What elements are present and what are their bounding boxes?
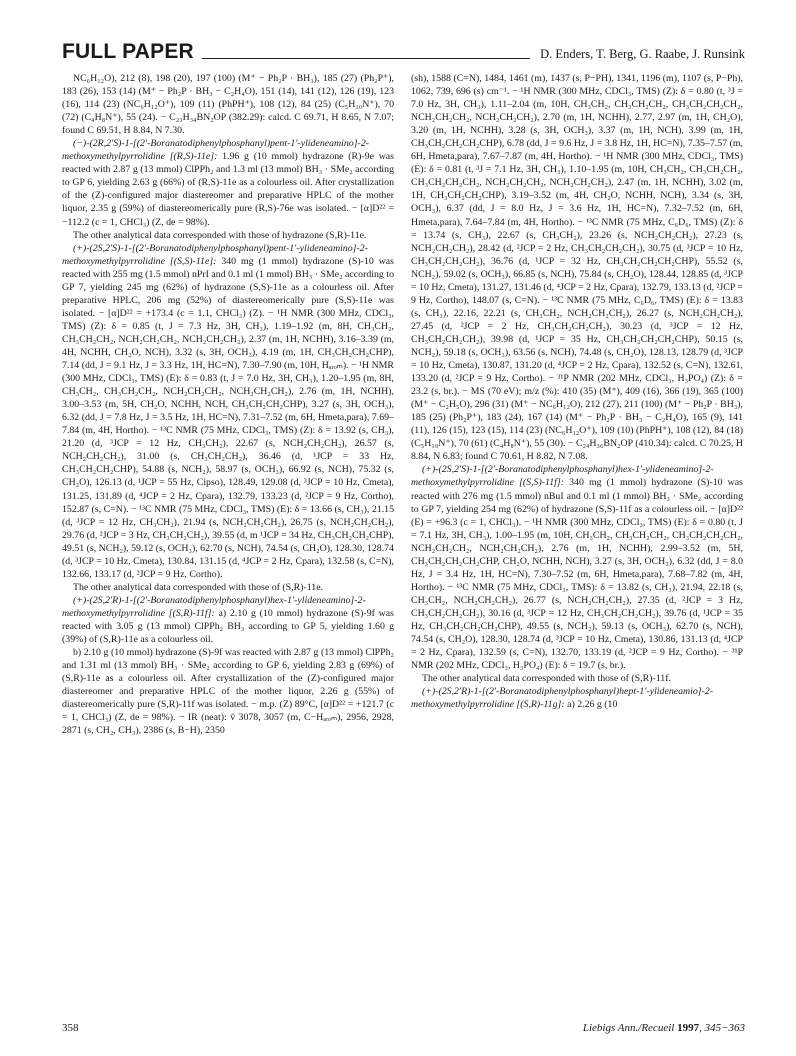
- paragraph-text: (sh), 1588 (C=N), 1484, 1461 (m), 1437 (s, P−PH), 1341, 1196 (m), 1107 (s, P−Ph), 1062, 739, 696 (s) cm⁻¹. − ¹H NMR (300 MHz, CDCl₃, TMS) (Z): δ = 0.80 (t, ³J = 7.0 Hz, 3H, CH₃), 1.11–2.04 (m, 10H, CH₃CH₂, CH₃CH₂CH₂, CH₃CH₂CH₂CH₂, NCH₂CH₂CH₂, NCH₂CH₂CH₂), 2.70 (m, 1H, NCHH), 2.77, 2.97 (m, 1H, CH₂O), 3.20 (m, 1H, NCHH), 3.28 (s, 3H, OCH₃), 3.37 (m, 1H, NCH), 3.99 (m, 1H, CH₃CH₂CH₂CH₂CHP), 6.78 (dd, J = 9.6 Hz, J = 3.8 Hz, 1H, HC=N), 7.35–7.57 (m, 6H, Hmeta,para), 7.67–7.87 (m, 4H, Hortho). − ¹H NMR (300 MHz, CDCl₃, TMS) (E): δ = 0.81 (t, ³J = 7.1 Hz, 3H, CH₃), 1.10–1.95 (m, 10H, CH₃CH₂, CH₃CH₂CH₂, CH₃CH₂CH₂CH₂, NCH₂CH₂CH₂, NCH₂CH₂CH₂), 2.47 (m, 1H, NCHH), 3.02 (m, 1H, CH₃CH₂CH₂CHP), 3.19–3.52 (m, 4H, CH₂O, NCHH, NCH), 3.34 (s, 3H, OCH₃), 6.37 (dd, J = 8.0 Hz, J = 3.6 Hz, 1H, HC=N), 7.32–7.52 (m, 6H, Hmeta,para), 7.64–7.84 (m, 4H, Hortho). − ¹³C NMR (75 MHz, C₆D₆, TMS) (Z): δ = 13.74 (s, CH₃), 22.67 (s, CH₃CH₂), 23.26 (s, NCH₂CH₂CH₂), 27.23 (s, NCH₂CH₂CH₂), 28.42 (d, ²JCP = 2 Hz, CH₃CH₂CH₂CH₂), 30.75 (d, ³JCP = 10 Hz, CH₃CH₂CH₂CH₂), 36.76 (d, ¹JCP = 32 Hz, CH₃CH₂CH₂CH₂CHP), 55.52 (s, NCH₂), 59.02 (s, OCH₃), 66.85 (s, NCH), 75.84 (s, CH₂O), 128.44, 128.85 (d, ³JCP = 10 Hz, Cmeta), 131.27, 131.46 (d, ⁴JCP = 2 Hz, Cpara), 132.79, 133.13 (d, ²JCP = 9 Hz, Cortho), 148.07 (s, C=N). − ¹³C NMR (75 MHz, C₆D₆, TMS) (E): δ = 13.83 (s, CH₃), 22.16, 22.21 (s, CH₃CH₂, NCH₂CH₂CH₂), 26.27 (s, NCH₂CH₂CH₂), 27.45 (d, ²JCP = 2 Hz, CH₃CH₂CH₂CH₂), 30.23 (d, ³JCP = 12 Hz, CH₃CH₂CH₂CH₂), 39.98 (d, ¹JCP = 35 Hz, CH₃CH₂CH₂CH₂CHP), 50.15 (s, NCH₂), 59.18 (s, OCH₃), 63.56 (s, NCH), 74.48 (s, CH₂O), 128.13, 128.79 (d, ³JCP = 10 Hz, Cmeta), 130.87, 131.20 (d, ⁴JCP = 2 Hz, Cpara), 132.52 (s, C=N), 132.61, 133.20 (d, ²JCP = 9 Hz, Cortho). − ³¹P NMR (202 MHz, CDCl₃, H₃PO₄) (Z): δ = 23.2 (s, br.). − MS (70 eV); m/z (%): 410 (35) (M⁺), 409 (16), 366 (19), 365 (100) (M⁺ − C₂H₅O), 296 (31) (M⁺ − NC₆H₁₂O), 212 (27), 211 (100) (M⁺ − Ph₂P · BH₃), 185 (25) (Ph₂P⁺), 183 (24), 167 (14) (M⁺ − Ph₂P · BH₃ − C₂H₄O), 165 (9), 141 (11), 126 (15), 123 (15), 114 (23) (NC₆H₁₂O⁺), 109 (10) (PhPH⁺), 108 (12), 84 (18) (C₅H₁₀N⁺), 70 (61) (C₄H₈N⁺), 55 (30). − C₂₄H₃₆BN₂OP (410.34): calcd. C 70.25, H 8.84, N 6.83; found C 70.61, H 8.82, N 7.08.: [411, 73, 743, 463]
- paragraph: [62, 229, 394, 242]
- paragraph: [62, 594, 394, 646]
- paragraph: [411, 72, 743, 463]
- paragraph-text: 1.96 g (10 mmol) hydrazone (R)-9e was reacted with 2.87 g (13 mmol) ClPPh₂ and 1.3 ml (13 mmol) BH₃ · SMe₂ according to GP 6, yielding 2.63 g (66%) of (R,S)-11e as a colourless oil. After crystallization of the (Z)-configured major diastereomer and preparative HPLC of the mother liquor, 2.35 g (59%) of diastereomerically pure (R,S)-76e was isolated. − [α]D²² = −112.2 (c = 1, CHCl₃) (Z, de = 98%).: [62, 151, 394, 228]
- journal-name: Liebigs Ann./Recueil: [582, 1022, 675, 1034]
- journal-citation: [583, 1022, 745, 1034]
- page-number: 358: [62, 1022, 79, 1034]
- paragraph-text: The other analytical data corresponded with those of (S,R)-11f.: [422, 673, 671, 685]
- paragraph: [62, 242, 394, 581]
- right-column: [411, 72, 743, 1007]
- paragraph: [62, 646, 394, 737]
- compound-title: (+)-(2S,2′S)-1-[(2′-Boranatodiphenylphosphanyl)hex-1′-ylideneamino]-2-methoxymethylpyrrolidine [(S,S)-11f]:: [411, 464, 714, 489]
- compound-title: (−)-(2R,2′S)-1-[(2′-Boranatodiphenylphosphanyl)pent-1′-ylideneamino]-2-methoxymethylpyrrolidine [(R,S)-11e]:: [62, 138, 370, 163]
- header-rule: [202, 58, 530, 59]
- left-column: [62, 72, 394, 1007]
- paragraph-text: a) 2.10 g (10 mmol) hydrazone (S)-9f was reacted with 3.05 g (13 mmol) ClPPh₂ BH₃ according to GP 5, yielding 1.60 g (39%) of (S,R)-11e as a colourless oil.: [62, 607, 394, 646]
- paragraph-text: b) 2.10 g (10 mmol) hydrazone (S)-9f was reacted with 2.87 g (13 mmol) ClPPh₂ and 1.31 ml (13 mmol) BH₃ · SMe₂ according to GP 6, yielding 2.83 g (69%) of (S,R)-11e as a colourless oil. After crystallization of the (Z)-configured major diastereomer and preparative HPLC of the mother liquor, 2.26 g (55%) of diastereomerically pure (S,R)-11f was isolated. − m.p. (Z) 89°C, [α]D²² = +121.7 (c = 1, CHCl₃) (Z, de = 98%). − IR (neat): ṽ 3078, 3057 (m, C−Hₐᵣₒₘ), 2956, 2928, 2871 (s, CH₂, CH₃), 2386 (s, B−H), 2350: [62, 647, 394, 737]
- journal-year: 1997: [677, 1022, 700, 1034]
- paragraph-text: NC₆H₁₂O), 212 (8), 198 (20), 197 (100) (M⁺ − Ph₂P · BH₃), 185 (27) (Ph₂P⁺), 183 (26), 153 (14) (M⁺ − Ph₂P · BH₃ − C₂H₄O), 151 (14), 141 (12), 126 (19), 123 (16), 114 (23) (NC₆H₁₂O⁺), 109 (11) (PhPH⁺), 108 (12), 84 (25) (C₅H₁₀N⁺), 70 (72) (C₄H₈N⁺), 55 (24). − C₂₃H₃₄BN₂OP (382.29): calcd. C 69.71, H 8.65, N 7.07; found C 69.51, H 8.84, N 7.30.: [62, 73, 394, 137]
- paragraph: [411, 463, 743, 672]
- paragraph-text: a) 2.26 g (10: [564, 699, 618, 711]
- page-footer: [62, 1022, 745, 1038]
- journal-pages: , 345−363: [699, 1022, 745, 1034]
- running-authors: D. Enders, T. Berg, G. Raabe, J. Runsink: [540, 47, 745, 61]
- paragraph-text: 340 mg (1 mmol) hydrazone (S)-10 was reacted with 276 mg (1.5 mmol) nBuI and 0.1 ml (1 mmol) BH₃ · SMe₂ according to GP 7, yielding 254 mg (62%) of hydrazone (S,S)-11f as a colourless oil. − [α]D²² (E) = +96.3 (c = 1, CHCl₃). − ¹H NMR (300 MHz, CDCl₃, TMS) (E): δ = 0.80 (t, J = 7.1 Hz, 3H, CH₃), 1.00–1.95 (m, 10H, CH₃CH₂, CH₃CH₂CH₂, CH₃CH₂CH₂CH₂, NCH₂CH₂CH₂, NCH₂CH₂CH₂), 2.76 (m, 1H, NCHH), 2.99–3.52 (m, 5H, CH₃CH₂CH₂CH₂CHP, CH₂O, NCHH, NCH), 3.27 (s, 3H, OCH₃), 6.32 (dd, J = 8.0 Hz, J = 3.4 Hz, 1H, HC=N), 7.30–7.52 (m, 6H, Hmeta,para), 7.68–7.82 (m, 4H, Hortho). − ¹³C NMR (75 MHz, CDCl₃, TMS): δ = 13.82 (s, CH₃), 21.94, 22.18 (s, CH₃CH₂, NCH₂CH₂CH₂), 26.77 (s, NCH₂CH₂CH₂), 27.35 (d, ²JCP = 3 Hz, CH₃CH₂CH₂CH₂), 30.16 (d, ³JCP = 12 Hz, CH₃CH₂CH₂CH₂), 39.76 (d, ¹JCP = 35 Hz, CH₃CH₂CH₂CH₂CHP), 49.55 (s, NCH₂), 59.13 (s, OCH₃), 62.70 (s, NCH), 74.54 (s, CH₂O), 128.30, 128.74 (d, ³JCP = 10 Hz, Cmeta), 130.86, 131.13 (d, ⁴JCP = 2 Hz, Cpara), 132.59 (s, C=N), 132.70, 133.19 (d, ²JCP = 9 Hz, Cortho). − ³¹P NMR (202 MHz, CDCl₃, H₃PO₄) (E): δ = 19.7 (s, br.).: [411, 477, 743, 672]
- section-label: FULL PAPER: [62, 40, 194, 63]
- paragraph-text: The other analytical data corresponded with those of (S,R)-11e.: [73, 581, 324, 593]
- paragraph: [62, 137, 394, 228]
- paragraph: [411, 685, 743, 711]
- paragraph: [62, 72, 394, 137]
- paragraph: [62, 581, 394, 594]
- compound-title: (+)-(2S,2′R)-1-[(2′-Boranatodiphenylphosphanyl)hex-1′-ylideneamino]-2-methoxymethylpyrrolidine [(S,R)-11f]:: [62, 594, 366, 619]
- paragraph: [411, 672, 743, 685]
- compound-title: (+)-(2S,2′S)-1-[(2′-Boranatodiphenylphosphanyl)pent-1′-ylideneamino]-2-methoxymethylpyrrolidine [(S,S)-11e]:: [62, 242, 368, 267]
- page-header: [62, 40, 745, 66]
- compound-title: (+)-(2S,2′R)-1-[(2′-Boranatodiphenylphosphanyl)hept-1′-ylideneamio]-2-methoxymethylpyrrolidine [(S,R)-11g]:: [411, 686, 714, 711]
- paragraph-text: The other analytical data corresponded with those of hydrazone (S,R)-11e.: [73, 229, 367, 241]
- paragraph-text: 340 mg (1 mmol) hydrazone (S)-10 was reacted with 255 mg (1.5 mmol) nPrI and 0.1 ml (1 mmol) BH₃ · SMe₂ according to GP 7, yielding 245 mg (62%) of hydrazone (S,S)-11e as a colourless oil. After preparative HPLC, 206 mg (52%) of diastereomerically pure (S,S)-11e was isolated. − [α]D²² = +173.4 (c = 1.1, CHCl₃) (Z). − ¹H NMR (300 MHz, CDCl₃, TMS) (Z): δ = 0.85 (t, J = 7.3 Hz, 3H, CH₃), 1.19–1.92 (m, 8H, CH₃CH₂, CH₃CH₂CH₂, NCH₂CH₂CH₂, NCH₂CH₂CH₂), 2.37 (m, 1H, NCHH), 3.16–3.39 (m, 4H, NCHH, CH₂O, NCH), 3.32 (s, 3H, OCH₃), 4.19 (m, 1H, CH₃CH₂CH₂CHP), 7.14 (dd, J = 9.1 Hz, J = 3.3 Hz, 1H, HC=N), 7.30–7.90 (m, 10H, Hₐᵣₒₘ). − ¹H NMR (300 MHz, CDCl₃, TMS) (E): δ = 0.83 (t, J = 7.0 Hz, 3H, CH₃), 1.20–1.95 (m, 8H, CH₃CH₂, CH₃CH₂CH₂, NCH₂CH₂CH₂, NCH₂CH₂CH₂), 2.76 (m, 1H, NCHH), 3.00–3.53 (m, 5H, CH₂O, NCHH, NCH, CH₃CH₂CH₂CHP), 3.27 (s, 3H, OCH₃), 6.32 (dd, J = 7.8 Hz, J = 3.5 Hz, 1H, HC=N), 7.31–7.52 (m, 6H, Hmeta,para), 7.69–7.84 (m, 4H, Hortho). − ¹³C NMR (75 MHz, CDCl₃, TMS) (Z): δ = 13.92 (s, CH₃), 21.20 (d, ³JCP = 12 Hz, CH₃CH₂), 22.67 (s, NCH₂CH₂CH₂), 26.57 (s, NCH₂CH₂CH₂), 31.00 (s, CH₃CH₂CH₂), 36.46 (d, ¹JCP = 33 Hz, CH₃CH₂CH₂CHP), 54.88 (s, NCH₂), 58.97 (s, OCH₃), 66.92 (s, NCH), 75.32 (s, CH₂O), 126.13 (d, ¹JCP = 55 Hz, Cipso), 128.49, 129.08 (d, ³JCP = 10 Hz, Cmeta), 131.25, 131.89 (d, ⁴JCP = 2 Hz, Cpara), 132.79, 133.23 (d, ²JCP = 9 Hz, Cortho), 152.87 (s, C=N). − ¹³C NMR (75 MHz, CDCl₃, TMS) (E): δ = 13.66 (s, CH₃), 21.15 (d, ³JCP = 12 Hz, CH₃CH₂), 21.94 (s, NCH₂CH₂CH₂), 26.75 (s, NCH₂CH₂CH₂), 29.76 (d, ²JCP = 3 Hz, CH₃CH₂CH₂), 39.55 (d, m ¹JCP = 34 Hz, CH₃CH₂CH₂CHP), 49.51 (s, NCH₂), 59.12 (s, OCH₃), 62.70 (s, NCH), 74.54 (s, CH₂O), 128.30, 128.74 (d, ³JCP = 10 Hz, Cmeta), 130.84, 131.15 (d, ⁴JCP = 2 Hz, Cpara), 132.58 (s, C=N), 132.66, 133.17 (d, ²JCP = 9 Hz, Cortho).: [62, 255, 394, 580]
